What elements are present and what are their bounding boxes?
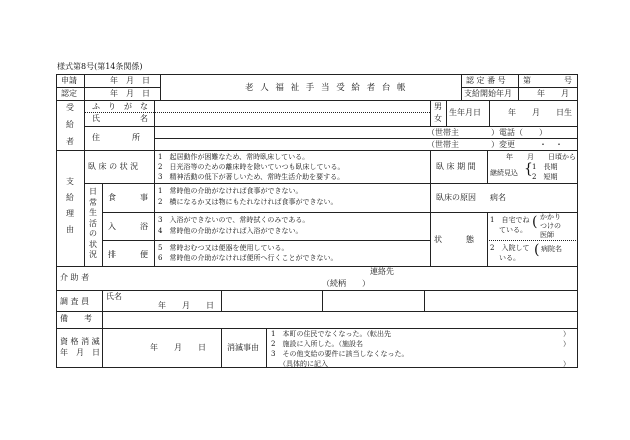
disqualification-date[interactable]: 年 月 日 <box>150 343 206 352</box>
divider <box>84 183 578 184</box>
divider <box>102 183 103 266</box>
divider <box>430 100 431 126</box>
divider <box>221 328 222 368</box>
bathing-label: 入 浴 <box>108 222 148 231</box>
hospitalized-option-cont: いる。 <box>499 254 520 262</box>
divider <box>102 212 430 213</box>
continuation-label: 継続見込 <box>490 169 518 177</box>
household-head-phone[interactable]: （世帯主 ）電話（ ） <box>427 128 547 137</box>
reason-other[interactable]: 3 その他支給の要件に該当しなくなった。 <box>271 350 409 358</box>
divider <box>154 138 578 139</box>
caregiver-contact-label: 連絡先 <box>370 267 394 276</box>
investigator-label: 調 査 員 <box>60 297 90 306</box>
toileting-label: 排 便 <box>108 250 148 259</box>
hospital-paren-open: ( <box>534 242 540 258</box>
close-paren: ） <box>563 340 570 348</box>
furigana-label: ふ り が な <box>92 102 148 111</box>
divider <box>518 74 519 100</box>
family-doctor-label: かかり つけの 医師 <box>540 213 561 239</box>
form-title: 老 人 福 祉 手 当 受 給 者 台 帳 <box>245 83 408 93</box>
meal-label: 食 事 <box>108 193 148 202</box>
divider <box>446 100 447 126</box>
payment-start-value[interactable]: 年 月 <box>537 89 569 98</box>
bathing-item-3[interactable]: 3 入浴ができないので、常時拭くのみである。 <box>158 216 310 224</box>
divider <box>160 74 161 100</box>
disqualification-reason-label: 消滅事由 <box>227 343 259 352</box>
divider <box>56 311 578 312</box>
continuation-brace: { <box>524 161 533 177</box>
birthdate-label: 生年月日 <box>449 108 481 117</box>
investigation-date[interactable]: 年 月 日 <box>158 301 214 310</box>
nintei-label: 認定 <box>61 89 77 98</box>
divider <box>154 100 155 150</box>
bedridden-item-2[interactable]: 2 日光浴等のための離床時を除いていつも臥床している。 <box>158 163 345 171</box>
toileting-item-5[interactable]: 5 常時おむつ又は便器を使用している。 <box>158 244 289 252</box>
household-head-change[interactable]: （世帯主 ）変更 ・ ・ <box>427 140 563 149</box>
hospital-name-label: 病院名 <box>541 245 562 253</box>
payment-start-label: 支給開始年月 <box>464 89 512 98</box>
furigana-divider <box>84 112 430 113</box>
certification-number-label: 認 定 番 号 <box>466 76 506 85</box>
hospitalized-option[interactable]: 2 入院して <box>490 244 530 252</box>
meal-item-2[interactable]: 2 横になるか又は物にもたれなければ食事ができない。 <box>158 198 338 206</box>
daily-life-status-label: 日 常 生 活 の 状 況 <box>89 187 97 259</box>
divider <box>84 100 85 150</box>
close-paren: ） <box>563 330 570 338</box>
application-date[interactable]: 年 月 日 <box>110 76 150 85</box>
divider <box>56 100 578 101</box>
sex-male[interactable]: 男 <box>434 102 442 111</box>
divider <box>424 290 425 311</box>
divider <box>221 290 222 311</box>
name-label: 氏 名 <box>92 114 148 123</box>
disqualification-date-label: 年 月 日 <box>60 348 100 357</box>
approval-date[interactable]: 年 月 日 <box>110 89 150 98</box>
disqualification-label: 資 格 消 滅 <box>60 337 100 346</box>
divider <box>56 150 578 151</box>
divider <box>102 311 103 328</box>
toileting-item-6[interactable]: 6 常時他の介助がなければ便所へ行くことができない。 <box>158 254 338 262</box>
bedridden-status-label: 臥 床 の 状 況 <box>88 162 139 171</box>
reason-moved-out[interactable]: 1 本町の住民でなくなった。（転出先 <box>271 330 391 338</box>
condition-label: 状 態 <box>434 235 474 244</box>
divider <box>84 74 85 100</box>
divider <box>487 240 578 241</box>
reason-section-label: 支 給 理 由 <box>66 177 74 234</box>
divider <box>489 100 490 126</box>
divider <box>56 328 578 329</box>
divider <box>154 150 155 266</box>
divider <box>84 126 578 127</box>
certification-number-suffix: 号 <box>564 76 572 85</box>
birthdate-value[interactable]: 年 月 日生 <box>508 108 572 117</box>
divider <box>102 328 103 368</box>
divider <box>102 290 103 311</box>
divider <box>56 87 160 88</box>
certification-number-prefix: 第 <box>523 76 531 85</box>
investigator-name-label: 氏名 <box>106 292 122 301</box>
at-home-option[interactable]: 1 自宅でね <box>490 216 530 224</box>
continuation-long[interactable]: 1 長期 <box>532 163 558 171</box>
divider <box>84 150 85 266</box>
caregiver-label: 介 助 者 <box>60 273 90 282</box>
divider <box>461 74 462 100</box>
divider <box>487 212 488 266</box>
divider <box>56 290 578 291</box>
close-paren: ） <box>563 360 570 368</box>
recipient-section-label: 受 給 者 <box>66 103 74 146</box>
disease-name-label: 病名 <box>490 193 506 202</box>
address-label: 住 所 <box>92 133 140 142</box>
reason-institution[interactable]: 2 施設に入所した。（施設名 <box>271 340 363 348</box>
bedridden-period-label: 臥 床 期 間 <box>436 162 476 171</box>
divider <box>266 328 267 368</box>
divider <box>322 290 323 311</box>
divider <box>102 240 430 241</box>
meal-item-1[interactable]: 1 常時他の介助がなければ食事ができない。 <box>158 187 303 195</box>
bedridden-item-1[interactable]: 1 起居動作が困難なため、常時臥床している。 <box>158 153 310 161</box>
divider <box>56 266 578 267</box>
remarks-label: 備 考 <box>60 314 92 323</box>
caregiver-relation[interactable]: （続柄 ） <box>322 279 370 288</box>
bathing-item-4[interactable]: 4 常時他の介助がなければ入浴ができない。 <box>158 227 303 235</box>
doctor-paren-open: ( <box>532 214 538 230</box>
shinsei-label: 申請 <box>61 76 77 85</box>
divider <box>430 150 431 266</box>
bedridden-cause-label: 臥床の原因 <box>436 193 476 202</box>
form-number-caption: 様式第8号(第14条関係) <box>57 62 143 71</box>
divider <box>461 87 578 88</box>
bedridden-since[interactable]: 年 月 日頃から <box>506 153 576 161</box>
at-home-option-cont: ている。 <box>499 226 527 234</box>
sex-female[interactable]: 女 <box>434 114 442 123</box>
reason-specify[interactable]: （具体的に記入 <box>279 360 328 368</box>
divider <box>487 150 488 183</box>
bedridden-item-3[interactable]: 3 精神活動の低下が著しいため、常時生活介助を要する。 <box>158 173 345 181</box>
continuation-short[interactable]: 2 短期 <box>532 173 558 181</box>
